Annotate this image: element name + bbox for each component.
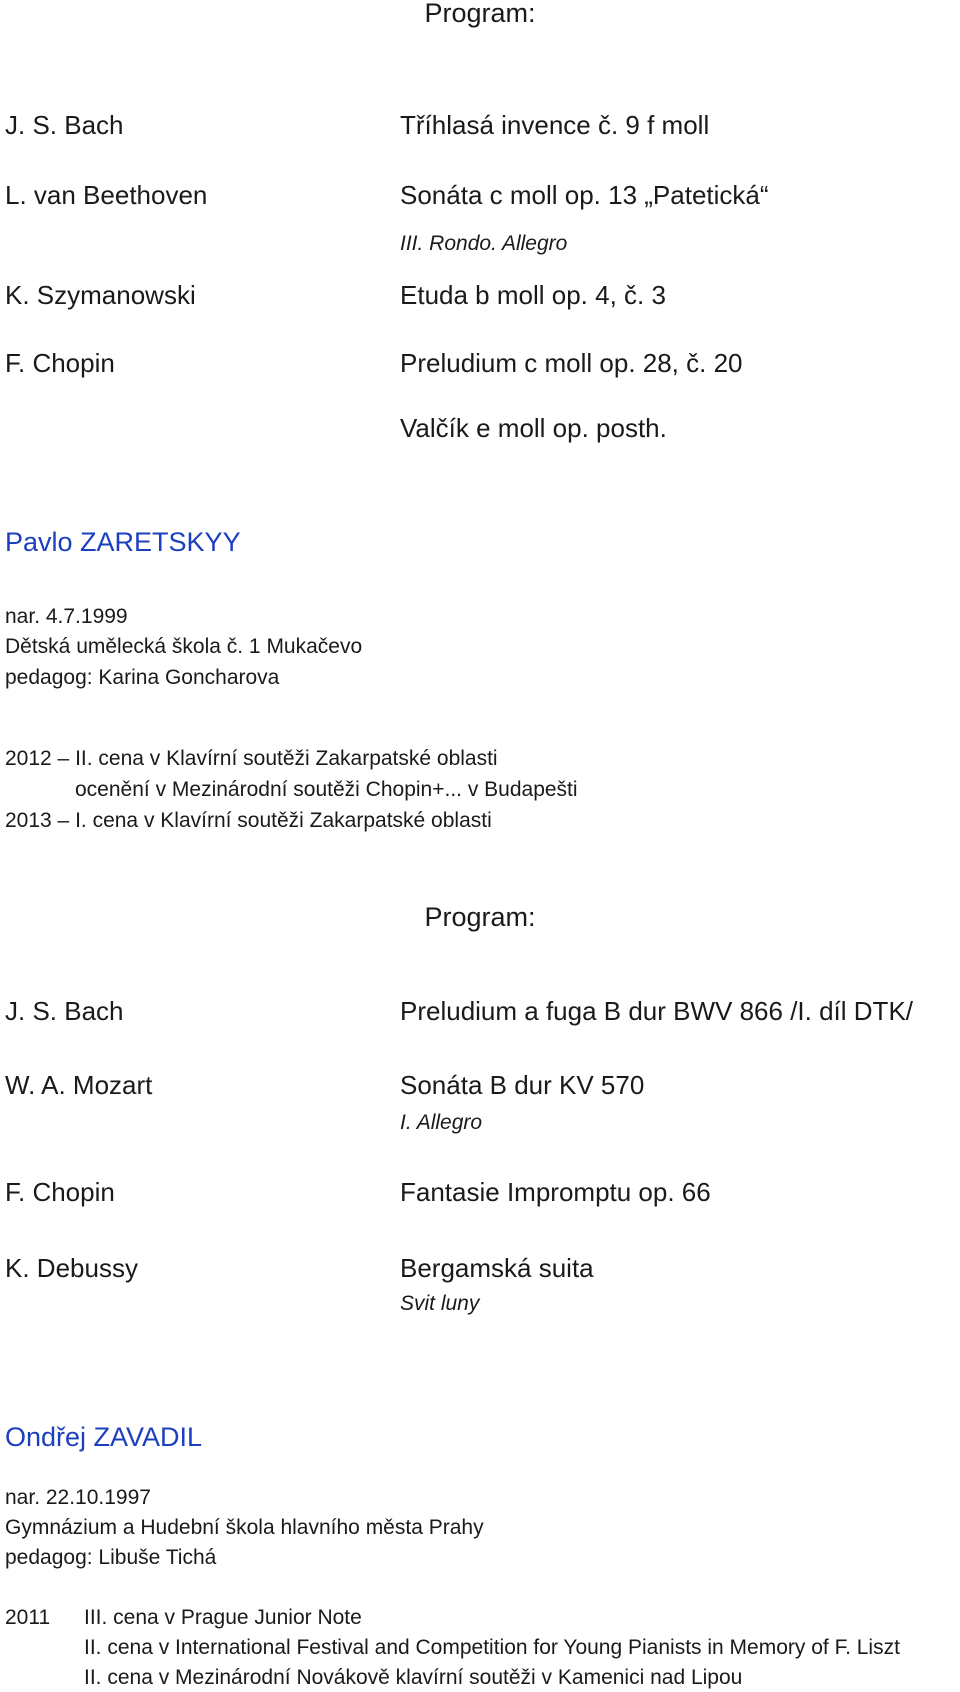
composer: K. Szymanowski [5, 280, 196, 310]
movement: I. Allegro [400, 1111, 483, 1134]
work-title: Tříhlasá invence č. 9 f moll [400, 110, 710, 140]
performer-name: Ondřej ZAVADIL [5, 1422, 203, 1452]
award: ocenění v Mezinárodní soutěži Chopin+... v Budapešti [75, 778, 578, 801]
composer: K. Debussy [5, 1253, 138, 1283]
work-title: Bergamská suita [400, 1253, 594, 1283]
movement: Svit luny [400, 1292, 480, 1315]
school: Gymnázium a Hudební škola hlavního města Prahy [5, 1516, 484, 1539]
teacher: pedagog: Karina Goncharova [5, 666, 280, 689]
performer-name: Pavlo ZARETSKYY [5, 527, 241, 557]
composer: F. Chopin [5, 348, 115, 378]
teacher: pedagog: Libuše Tichá [5, 1546, 217, 1569]
program-heading: Program: [424, 902, 536, 932]
award: III. cena v Prague Junior Note [84, 1606, 362, 1629]
work-title: Etuda b moll op. 4, č. 3 [400, 280, 666, 310]
work-title: Preludium c moll op. 28, č. 20 [400, 348, 743, 378]
work-title: Sonáta B dur KV 570 [400, 1070, 645, 1100]
composer: J. S. Bach [5, 110, 124, 140]
work-title: Preludium a fuga B dur BWV 866 /I. díl DTK/ [400, 996, 914, 1026]
school: Dětská umělecká škola č. 1 Mukačevo [5, 635, 363, 658]
program-heading: Program: [424, 0, 536, 28]
award: II. cena v Mezinárodní Novákově klavírní soutěži v Kamenici nad Lipou [84, 1666, 743, 1689]
birth-date: nar. 22.10.1997 [5, 1486, 151, 1509]
composer: F. Chopin [5, 1177, 115, 1207]
movement: III. Rondo. Allegro [400, 232, 568, 255]
award: 2013 – I. cena v Klavírní soutěži Zakarpatské oblasti [5, 809, 492, 832]
work-title: Sonáta c moll op. 13 „Patetická“ [400, 180, 769, 210]
birth-date: nar. 4.7.1999 [5, 605, 128, 628]
award: II. cena v International Festival and Competition for Young Pianists in Memory of F. Liszt [84, 1636, 900, 1659]
composer: L. van Beethoven [5, 180, 208, 210]
award: 2012 – II. cena v Klavírní soutěži Zakarpatské oblasti [5, 747, 498, 770]
composer: W. A. Mozart [5, 1070, 153, 1100]
composer: J. S. Bach [5, 996, 124, 1026]
work-title: Fantasie Impromptu op. 66 [400, 1177, 711, 1207]
award-year: 2011 [5, 1606, 51, 1629]
work-title: Valčík e moll op. posth. [400, 413, 667, 443]
